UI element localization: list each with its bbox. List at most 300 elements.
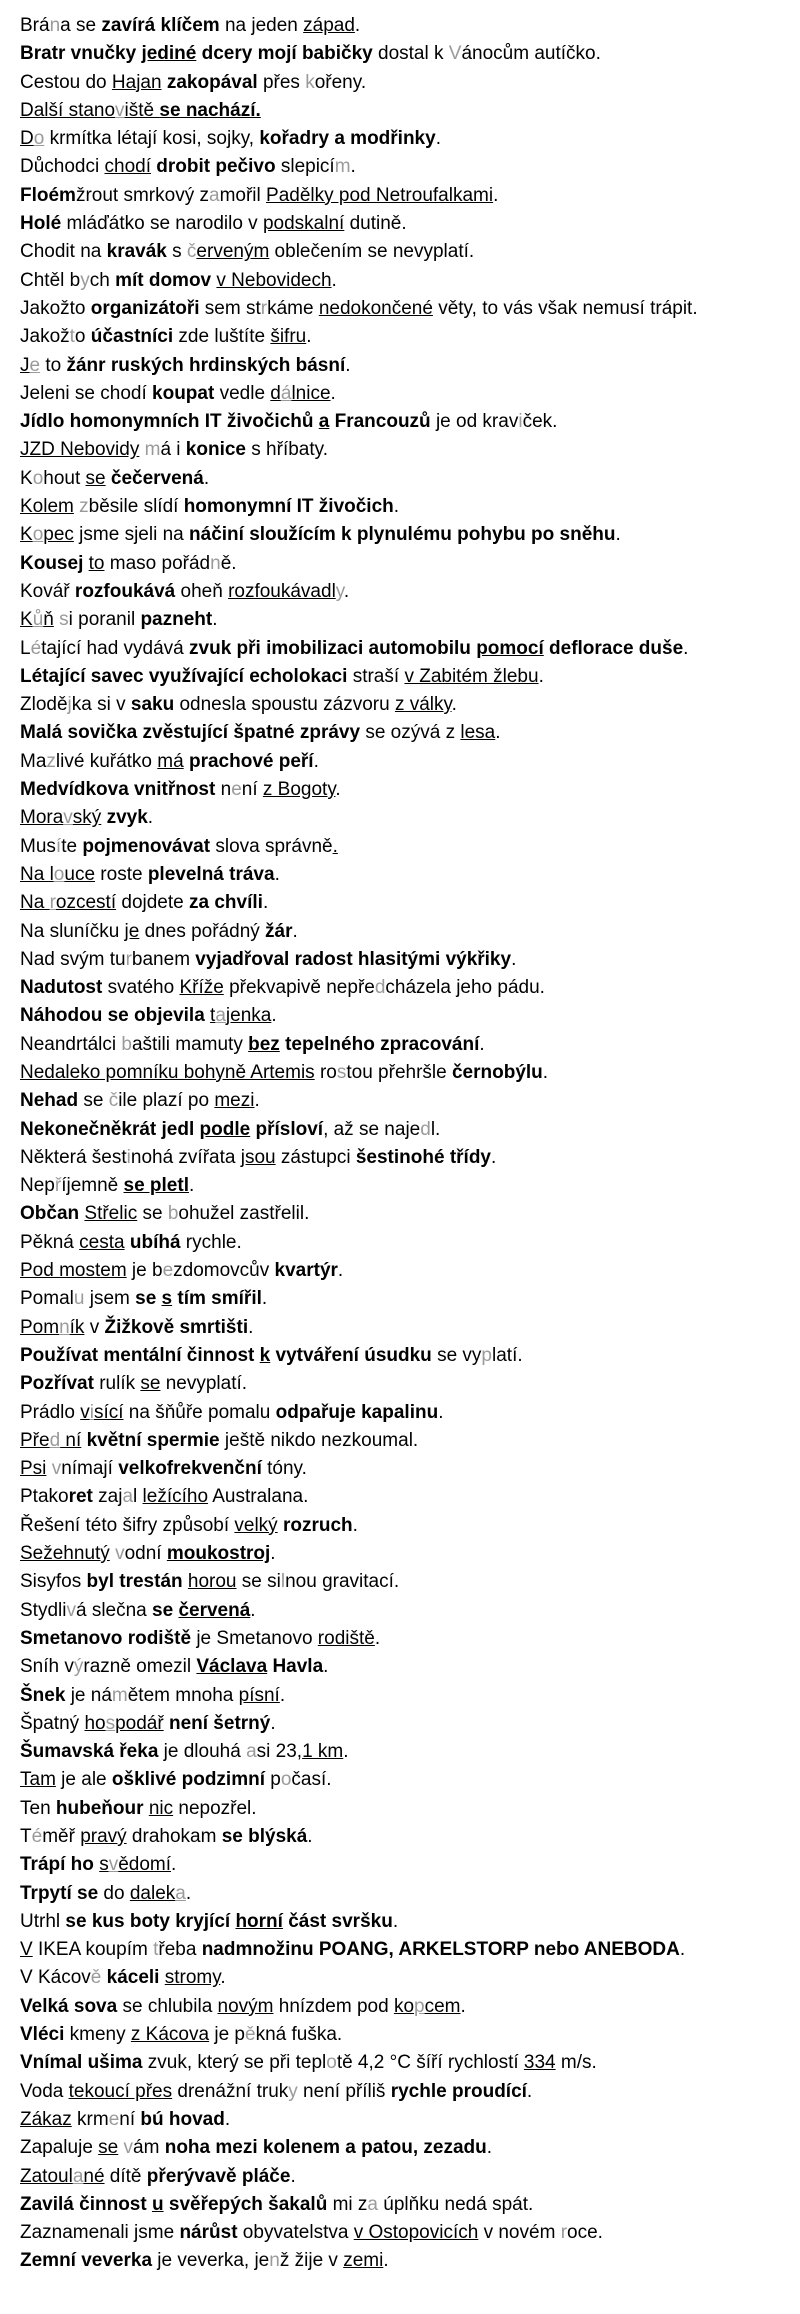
text-segment: Pozřívat bbox=[20, 1373, 94, 1395]
text-segment: . bbox=[352, 1514, 358, 1536]
text-segment: je ale bbox=[55, 1769, 112, 1791]
text-segment: íjemně bbox=[61, 1175, 124, 1197]
text-line bbox=[20, 1200, 790, 1228]
text-segment: noha mezi kolenem a patou, zezadu bbox=[164, 2137, 487, 2159]
text-segment: Malá sovička zvěstující špatné zprávy bbox=[20, 722, 361, 744]
text-segment: běsile slídí bbox=[88, 496, 184, 518]
text-segment: se bbox=[65, 1910, 87, 1932]
text-line bbox=[20, 719, 790, 747]
grey-letter: a bbox=[246, 1741, 257, 1763]
grey-letter: ě bbox=[244, 2024, 256, 2046]
text-segment: tepelného zpracování bbox=[279, 1033, 480, 1055]
text-segment: přísloví bbox=[250, 1118, 324, 1140]
text-segment: podskalní bbox=[262, 213, 345, 235]
grey-letter: v bbox=[63, 807, 73, 829]
text-segment: zvuk při imobilizaci automobilu bbox=[189, 637, 477, 659]
text-segment: ánocům autíčko. bbox=[461, 43, 601, 65]
text-line bbox=[20, 1597, 790, 1625]
text-segment: Václava bbox=[196, 1656, 268, 1678]
text-segment: žár bbox=[265, 920, 293, 942]
text-segment: Australana. bbox=[208, 1486, 309, 1508]
text-segment: . bbox=[271, 1005, 277, 1027]
text-segment: Pomal bbox=[20, 1288, 74, 1310]
text-segment: Nep bbox=[20, 1175, 55, 1197]
text-segment: . bbox=[274, 863, 280, 885]
text-line bbox=[20, 1455, 790, 1483]
grey-letter: i bbox=[518, 411, 523, 433]
text-line bbox=[20, 1823, 790, 1851]
text-line bbox=[20, 182, 790, 210]
text-segment: jediné bbox=[141, 43, 197, 65]
text-segment: . bbox=[171, 1854, 177, 1876]
text-segment: nohá zvířata bbox=[130, 1146, 241, 1168]
grey-letter: p bbox=[481, 1344, 492, 1366]
text-segment: s bbox=[99, 1854, 109, 1876]
text-segment: banem bbox=[131, 948, 196, 970]
text-segment: je b bbox=[126, 1260, 163, 1282]
text-segment: 1 km bbox=[302, 1741, 344, 1763]
text-segment: kravák bbox=[106, 241, 167, 263]
text-segment: Francouzů bbox=[329, 411, 431, 433]
text-segment: maso pořád bbox=[104, 552, 211, 574]
text-segment: v Zabitém žlebu bbox=[404, 665, 539, 687]
text-segment: nou gravitací. bbox=[285, 1571, 400, 1593]
text-segment: . bbox=[435, 128, 441, 150]
text-segment: lesa bbox=[460, 722, 496, 744]
text-segment: se bbox=[78, 1090, 109, 1112]
text-segment: . bbox=[270, 1712, 276, 1734]
text-segment: pojmenovávat bbox=[82, 835, 211, 857]
text-segment: se nachází. bbox=[159, 99, 261, 121]
text-line bbox=[20, 1766, 790, 1794]
text-segment: . bbox=[679, 1939, 686, 1961]
text-segment: plevelná tráva bbox=[147, 863, 275, 885]
text-segment: Nad svým tu bbox=[20, 948, 126, 970]
text-segment: Střelic bbox=[84, 1203, 138, 1225]
text-segment: organizátoři bbox=[90, 297, 200, 319]
text-segment: m/s. bbox=[555, 2052, 597, 2074]
text-segment: . bbox=[354, 15, 361, 36]
text-segment: tekoucí přes bbox=[68, 2080, 173, 2102]
text-segment: velký bbox=[234, 1514, 278, 1536]
grey-letter: j bbox=[67, 694, 72, 716]
text-segment: á i bbox=[160, 439, 186, 461]
text-segment: chodí bbox=[104, 156, 151, 178]
text-segment: není příliš bbox=[297, 2080, 391, 2102]
text-segment: kná fuška. bbox=[255, 2024, 343, 2046]
text-segment: erveným bbox=[196, 241, 270, 263]
text-segment: . bbox=[345, 354, 351, 376]
text-segment: i poranil bbox=[68, 609, 141, 631]
grey-letter: n bbox=[49, 15, 61, 36]
text-segment: prachové peří bbox=[188, 750, 314, 772]
text-segment: ček. bbox=[522, 411, 558, 433]
grey-letter: i bbox=[126, 1146, 131, 1168]
text-line bbox=[20, 1738, 790, 1766]
text-segment: tím smířil bbox=[172, 1288, 262, 1310]
grey-letter: o bbox=[53, 863, 65, 885]
text-segment: . bbox=[203, 467, 210, 489]
text-segment: Špatný bbox=[20, 1712, 85, 1734]
text-segment: K bbox=[20, 467, 33, 489]
text-segment: zvuk, který se při tepl bbox=[142, 2052, 327, 2074]
text-segment: se bbox=[98, 2137, 119, 2159]
text-segment: Ten bbox=[20, 1797, 56, 1819]
text-segment: je bbox=[124, 920, 140, 942]
text-line bbox=[20, 748, 790, 776]
grey-letter: r bbox=[125, 948, 132, 970]
document-page bbox=[20, 12, 790, 2276]
text-segment: káme bbox=[267, 297, 319, 319]
text-segment: tou přehršle bbox=[346, 1061, 452, 1083]
grey-letter: v bbox=[108, 1854, 119, 1876]
text-segment: šifru bbox=[270, 326, 307, 348]
text-segment: . bbox=[526, 2080, 533, 2102]
text-line bbox=[20, 1936, 790, 1964]
text-segment: Havla bbox=[267, 1656, 324, 1678]
text-segment: ubíhá bbox=[129, 1231, 181, 1253]
text-segment: západ bbox=[303, 15, 355, 36]
text-segment: te bbox=[61, 835, 83, 857]
text-segment: Sisyfos bbox=[20, 1571, 87, 1593]
text-segment: Zaznamenali jsme bbox=[20, 2222, 180, 2244]
text-segment: Cestou do bbox=[20, 71, 112, 93]
text-segment: ský bbox=[72, 807, 102, 829]
text-segment: . bbox=[383, 2250, 389, 2272]
text-segment: Pom bbox=[20, 1316, 60, 1338]
text-line bbox=[20, 1993, 790, 2021]
grey-letter: m bbox=[144, 439, 161, 461]
text-segment: ž žije v bbox=[279, 2250, 344, 2272]
text-segment: cházela jeho pádu. bbox=[385, 977, 545, 999]
text-line bbox=[20, 2106, 790, 2134]
text-segment: . bbox=[460, 1995, 466, 2017]
text-segment: horní bbox=[235, 1910, 283, 1932]
text-segment: Sníh v bbox=[20, 1656, 74, 1678]
text-segment: straší bbox=[347, 665, 405, 687]
text-segment: p bbox=[264, 1769, 281, 1791]
text-segment: roste bbox=[95, 863, 148, 885]
text-segment: zdomovcův bbox=[173, 1260, 275, 1282]
text-segment: oce. bbox=[567, 2222, 603, 2244]
text-segment: hout bbox=[43, 467, 86, 489]
text-segment: hnízdem pod bbox=[273, 1995, 394, 2017]
text-segment: . bbox=[683, 637, 689, 659]
text-line bbox=[20, 380, 790, 408]
text-line bbox=[20, 1031, 790, 1059]
text-segment: v novém bbox=[478, 2222, 561, 2244]
text-segment: á slečna bbox=[75, 1599, 153, 1621]
text-segment: je dlouhá bbox=[158, 1741, 247, 1763]
grey-letter: ý bbox=[73, 1656, 84, 1678]
text-segment: nárůst bbox=[179, 2222, 238, 2244]
text-segment: . bbox=[511, 948, 517, 970]
text-line bbox=[20, 1229, 790, 1257]
grey-letter: d bbox=[420, 1118, 431, 1140]
text-segment: mít domov bbox=[115, 269, 212, 291]
text-segment: aštili mamuty bbox=[131, 1033, 249, 1055]
text-segment: razně omezil bbox=[83, 1656, 197, 1678]
text-line bbox=[20, 2191, 790, 2219]
text-segment: ní bbox=[60, 1429, 82, 1451]
text-segment: Jeleni se chodí bbox=[20, 382, 153, 404]
text-segment: vyjadřoval radost hlasitými výkřiky bbox=[195, 948, 512, 970]
grey-letter: u bbox=[73, 1288, 85, 1310]
text-segment: . bbox=[350, 156, 356, 178]
text-segment: kmeny bbox=[64, 2024, 131, 2046]
grey-letter: o bbox=[32, 467, 44, 489]
text-segment: Na l bbox=[20, 863, 54, 885]
text-segment: ka si v bbox=[71, 694, 131, 716]
text-segment: krm bbox=[71, 2108, 109, 2130]
text-segment: . bbox=[486, 2137, 493, 2159]
text-segment: s bbox=[161, 1288, 173, 1310]
text-line bbox=[20, 238, 790, 266]
text-segment: t bbox=[210, 1005, 216, 1027]
grey-letter: v bbox=[66, 1599, 76, 1621]
text-segment: šestinohé třídy bbox=[355, 1146, 492, 1168]
text-segment: Pod mostem bbox=[20, 1260, 127, 1282]
text-segment: se bbox=[140, 1373, 161, 1395]
text-segment: iště bbox=[124, 99, 160, 121]
text-segment: Stydli bbox=[20, 1599, 67, 1621]
text-segment: Vléci bbox=[20, 2024, 65, 2046]
text-line bbox=[20, 1512, 790, 1540]
text-segment: livé kuřátko bbox=[55, 750, 158, 772]
text-segment: rychle. bbox=[180, 1231, 242, 1253]
text-segment: Zlodě bbox=[20, 694, 68, 716]
text-line bbox=[20, 606, 790, 634]
grey-letter: n bbox=[210, 552, 221, 574]
text-segment: rodiště bbox=[317, 1627, 375, 1649]
text-line bbox=[20, 1880, 790, 1908]
text-segment: oblečením se nevyplatí. bbox=[269, 241, 475, 263]
grey-letter: a bbox=[122, 1486, 134, 1508]
text-segment: z Bogoty bbox=[262, 779, 336, 801]
grey-letter: y bbox=[335, 580, 344, 602]
text-segment: Mora bbox=[20, 807, 64, 829]
text-segment: mořil bbox=[219, 184, 267, 206]
text-segment: krmítka létají kosi, sojky, bbox=[44, 128, 260, 150]
text-segment: . bbox=[393, 496, 400, 518]
text-segment: ch bbox=[89, 269, 116, 291]
text-segment: Řešení této šifry způsobí bbox=[20, 1514, 235, 1536]
text-segment: ětem mnoha bbox=[127, 1684, 239, 1706]
text-segment: Bratr vnučky bbox=[20, 43, 142, 65]
text-segment: . bbox=[292, 920, 298, 942]
text-line bbox=[20, 2134, 790, 2162]
text-segment: v bbox=[84, 1316, 105, 1338]
text-segment: moukostroj bbox=[166, 1543, 271, 1565]
text-segment: jsou bbox=[240, 1146, 276, 1168]
text-line bbox=[20, 663, 790, 691]
text-segment: řeba bbox=[158, 1939, 202, 1961]
text-segment: lnice bbox=[291, 382, 331, 404]
text-line bbox=[20, 1851, 790, 1879]
grey-letter: é bbox=[31, 1826, 43, 1847]
text-segment: . bbox=[337, 1260, 344, 1282]
text-segment: Holé bbox=[20, 213, 62, 235]
text-line bbox=[20, 691, 790, 719]
text-line bbox=[20, 1144, 790, 1172]
text-line bbox=[20, 1087, 790, 1115]
text-segment: Šumavská řeka bbox=[20, 1741, 159, 1763]
grey-letter: v bbox=[115, 99, 125, 121]
text-segment: . bbox=[479, 1033, 485, 1055]
text-segment: IKEA koupím bbox=[32, 1939, 154, 1961]
text-segment: se bbox=[135, 1288, 162, 1310]
text-segment: ko bbox=[393, 1995, 415, 2017]
grey-letter: m bbox=[334, 156, 351, 178]
text-segment: Psi bbox=[20, 1458, 47, 1480]
text-segment: Používat mentální činnost bbox=[20, 1344, 260, 1366]
grey-letter: y bbox=[288, 2080, 298, 2102]
text-segment: . bbox=[279, 1684, 286, 1706]
text-segment: . bbox=[307, 1826, 313, 1847]
text-segment: se si bbox=[236, 1571, 281, 1593]
text-segment: Další stano bbox=[20, 99, 116, 121]
text-segment: slova správně bbox=[210, 835, 333, 857]
text-segment: dutině. bbox=[344, 213, 407, 235]
text-segment: ík bbox=[69, 1316, 85, 1338]
text-segment: Vnímal ušima bbox=[20, 2052, 143, 2074]
text-segment: . bbox=[615, 524, 621, 546]
grey-letter: z bbox=[46, 750, 56, 772]
text-line bbox=[20, 1257, 790, 1285]
text-segment: nadmnožinu POANG, ARKELSTORP nebo ANEBODA bbox=[201, 1939, 680, 1961]
text-line bbox=[20, 918, 790, 946]
text-segment: uce bbox=[64, 863, 96, 885]
text-line bbox=[20, 635, 790, 663]
grey-letter: n bbox=[59, 1316, 70, 1338]
text-segment: . bbox=[306, 326, 312, 348]
text-segment: Ma bbox=[20, 750, 47, 772]
text-segment: ědomí bbox=[118, 1854, 171, 1876]
text-segment: žánr ruských hrdinských básní bbox=[66, 354, 346, 376]
text-segment: ozcestí bbox=[55, 892, 117, 914]
text-segment: podle bbox=[199, 1118, 251, 1140]
text-segment: Jakožto bbox=[20, 297, 91, 319]
grey-letter: p bbox=[414, 1995, 425, 2017]
text-segment: Smetanovo rodiště bbox=[20, 1627, 192, 1649]
text-segment: . bbox=[493, 184, 499, 206]
text-segment: Žižkově smrtišti bbox=[104, 1316, 249, 1338]
text-segment: ještě nikdo nezkoumal. bbox=[219, 1429, 419, 1451]
text-segment: v Nebovidech bbox=[216, 269, 332, 291]
text-segment: vedle bbox=[214, 382, 271, 404]
text-segment: Nadutost bbox=[20, 977, 103, 999]
text-segment: deflorace duše bbox=[543, 637, 684, 659]
text-segment: l bbox=[133, 1486, 143, 1508]
text-segment: jsme sjeli na bbox=[73, 524, 190, 546]
text-segment: dojdete bbox=[116, 892, 190, 914]
text-segment: ň bbox=[43, 609, 54, 631]
text-segment: se bbox=[137, 1203, 168, 1225]
text-line bbox=[20, 1002, 790, 1030]
text-segment: . bbox=[270, 1543, 276, 1565]
text-segment: . bbox=[185, 1882, 192, 1904]
grey-letter: o bbox=[33, 128, 45, 150]
grey-letter: í bbox=[55, 835, 62, 857]
text-segment: . bbox=[343, 580, 350, 602]
grey-letter: č bbox=[186, 241, 197, 263]
text-line bbox=[20, 1399, 790, 1427]
text-line bbox=[20, 1964, 790, 1992]
text-segment: tě 4,2 °C šíří rychlostí bbox=[336, 2052, 524, 2074]
text-line bbox=[20, 2219, 790, 2247]
text-segment: Na bbox=[20, 892, 50, 914]
text-segment: Kovář bbox=[20, 580, 75, 602]
grey-letter: á bbox=[280, 382, 292, 404]
text-segment: nedokončené bbox=[318, 297, 433, 319]
grey-letter: m bbox=[111, 1684, 128, 1706]
text-segment: dcery mojí babičky bbox=[196, 43, 373, 65]
text-line bbox=[20, 267, 790, 295]
grey-letter: o bbox=[32, 524, 44, 546]
text-segment: se blýská bbox=[221, 1826, 308, 1847]
text-segment: Zemní veverka bbox=[20, 2250, 153, 2272]
text-segment: se vy bbox=[431, 1344, 482, 1366]
text-line bbox=[20, 2078, 790, 2106]
text-line bbox=[20, 323, 790, 351]
text-segment: sem st bbox=[199, 297, 261, 319]
text-segment: čečervená bbox=[110, 467, 204, 489]
text-segment: tající had vydává bbox=[41, 637, 190, 659]
text-segment: ret bbox=[68, 1486, 93, 1508]
text-segment: rozruch bbox=[282, 1514, 353, 1536]
grey-letter: a bbox=[367, 2193, 378, 2215]
text-segment: Jídlo homonymních IT živočichů bbox=[20, 411, 319, 433]
text-segment: u bbox=[151, 2193, 164, 2215]
text-segment: Brá bbox=[20, 15, 50, 36]
text-segment: nic bbox=[148, 1797, 174, 1819]
text-segment: Nehad bbox=[20, 1090, 79, 1112]
text-segment: je ná bbox=[65, 1684, 112, 1706]
text-line bbox=[20, 210, 790, 238]
text-segment: zaj bbox=[92, 1486, 123, 1508]
text-segment: . bbox=[313, 750, 319, 772]
text-segment: ořeny. bbox=[314, 71, 367, 93]
text-line bbox=[20, 1653, 790, 1681]
grey-letter: y bbox=[80, 269, 90, 291]
text-line bbox=[20, 1483, 790, 1511]
text-segment: úplňku nedá spát. bbox=[378, 2193, 534, 2215]
text-segment: Trápí ho bbox=[20, 1854, 94, 1876]
text-line bbox=[20, 295, 790, 323]
text-segment: drenážní truk bbox=[172, 2080, 289, 2102]
text-segment: v Ostopovicích bbox=[353, 2222, 479, 2244]
text-segment: Pěkná bbox=[20, 1231, 80, 1253]
text-segment: písní bbox=[238, 1684, 280, 1706]
text-line bbox=[20, 352, 790, 380]
text-segment: tóny. bbox=[261, 1458, 307, 1480]
text-segment: hubeňour bbox=[55, 1797, 144, 1819]
text-segment: Medvídkova vnitřnost bbox=[20, 779, 216, 801]
text-segment: to bbox=[40, 354, 67, 376]
text-segment: dalek bbox=[129, 1882, 176, 1904]
text-segment: n bbox=[215, 779, 232, 801]
text-segment: zvyk bbox=[106, 807, 148, 829]
grey-letter: v bbox=[51, 1458, 62, 1480]
text-segment: . bbox=[374, 1627, 381, 1649]
grey-letter: e bbox=[162, 1260, 174, 1282]
text-line bbox=[20, 436, 790, 464]
text-segment: Občan bbox=[20, 1203, 80, 1225]
grey-letter: a bbox=[175, 1882, 186, 1904]
text-segment: ležícího bbox=[142, 1486, 209, 1508]
text-line bbox=[20, 1568, 790, 1596]
text-segment: Některá šest bbox=[20, 1146, 127, 1168]
